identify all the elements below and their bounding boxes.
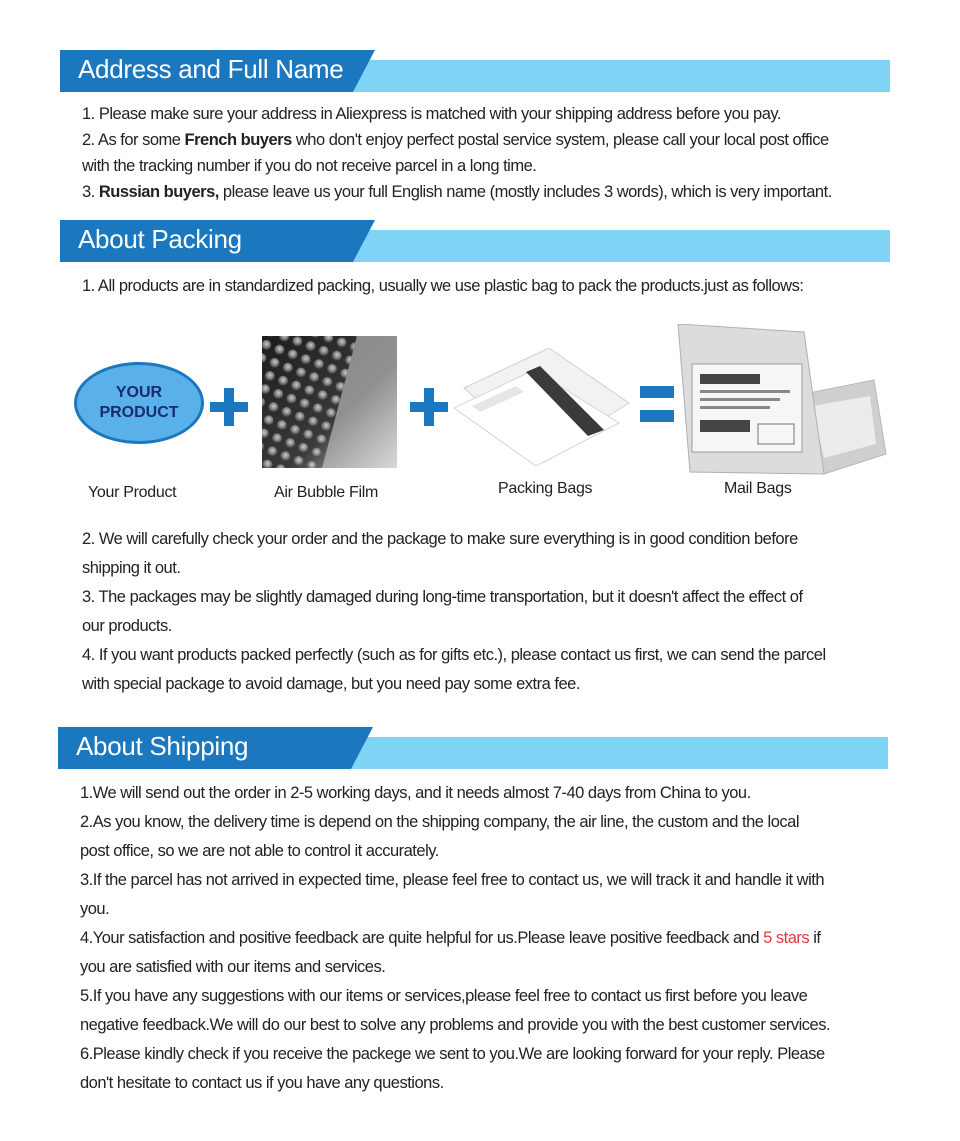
shipping-banner (58, 727, 888, 769)
packing-line: with special package to avoid damage, but you need pay some extra fee. (82, 675, 580, 693)
shipping-line-1: 1.We will send out the order in 2-5 working days, and it needs almost 7-40 days from China to you. (80, 784, 751, 802)
address-banner (60, 50, 890, 92)
packing-title: About Packing (78, 224, 242, 254)
caption-packing-bags: Packing Bags (498, 480, 593, 497)
address-title: Address and Full Name (78, 54, 344, 84)
shipping-line-4-cont: you are satisfied with our items and services. (80, 958, 386, 976)
caption-your-product: Your Product (88, 484, 177, 501)
russian-buyers: Russian buyers, (98, 183, 219, 201)
packing-details (82, 525, 882, 699)
shipping-line-6: 6.Please kindly check if you receive the packege we sent to you.We are looking forward for your reply. Please (80, 1045, 825, 1063)
plus-icon (410, 388, 448, 426)
five-stars-highlight: 5 stars (763, 929, 810, 947)
address-line-2-cont: with the tracking number if you do not receive parcel in a long time. (82, 157, 537, 175)
caption-air-bubble-film: Air Bubble Film (274, 484, 378, 501)
mail-bags-image (674, 324, 889, 484)
address-line-2: 2. As for some French buyers who don't enjoy perfect postal service system, please call your local post office (82, 131, 829, 149)
shipping-title: About Shipping (76, 731, 249, 761)
packing-bags-image (454, 348, 634, 466)
packing-intro-block (82, 273, 882, 299)
your-product-label: YOUR PRODUCT (99, 384, 179, 421)
plus-icon (210, 388, 248, 426)
shipping-line-5: 5.If you have any suggestions with our items or services,please feel free to contact us first before you leave (80, 987, 808, 1005)
air-bubble-film-image (262, 336, 397, 468)
packing-line: 2. We will carefully check your order and the package to make sure everything is in good condition before (82, 530, 798, 548)
shipping-line-4: 4.Your satisfaction and positive feedback are quite helpful for us.Please leave positive feedback and 5 stars if (80, 929, 821, 947)
shipping-line-3-cont: you. (80, 900, 110, 918)
shipping-line-6-cont: don't hesitate to contact us if you have any questions. (80, 1074, 444, 1092)
packing-line: shipping it out. (82, 559, 181, 577)
address-text (82, 101, 882, 205)
shipping-line-3: 3.If the parcel has not arrived in expected time, please feel free to contact us, we will track it and handle it with (80, 871, 825, 889)
address-line-3: 3. Russian buyers, please leave us your full English name (mostly includes 3 words), which is very important. (82, 183, 832, 201)
packing-diagram (62, 318, 902, 518)
packing-line: our products. (82, 617, 172, 635)
equals-icon (640, 384, 674, 424)
address-line-1: 1. Please make sure your address in Aliexpress is matched with your shipping address before you pay. (82, 105, 782, 123)
your-product-oval (74, 362, 204, 444)
packing-intro: 1. All products are in standardized packing, usually we use plastic bag to pack the products.just as follows: (82, 277, 804, 295)
packing-line: 4. If you want products packed perfectly (such as for gifts etc.), please contact us first, we can send the parcel (82, 646, 826, 664)
shipping-line-5-cont: negative feedback.We will do our best to solve any problems and provide you with the best customer services. (80, 1016, 831, 1034)
french-buyers: French buyers (184, 131, 292, 149)
shipping-line-2: 2.As you know, the delivery time is depend on the shipping company, the air line, the custom and the local (80, 813, 799, 831)
caption-mail-bags: Mail Bags (724, 480, 792, 497)
shipping-line-2-cont: post office, so we are not able to control it accurately. (80, 842, 439, 860)
packing-banner (60, 220, 890, 262)
shipping-text (80, 779, 900, 1098)
packing-line: 3. The packages may be slightly damaged during long-time transportation, but it doesn't affect the effect of (82, 588, 803, 606)
